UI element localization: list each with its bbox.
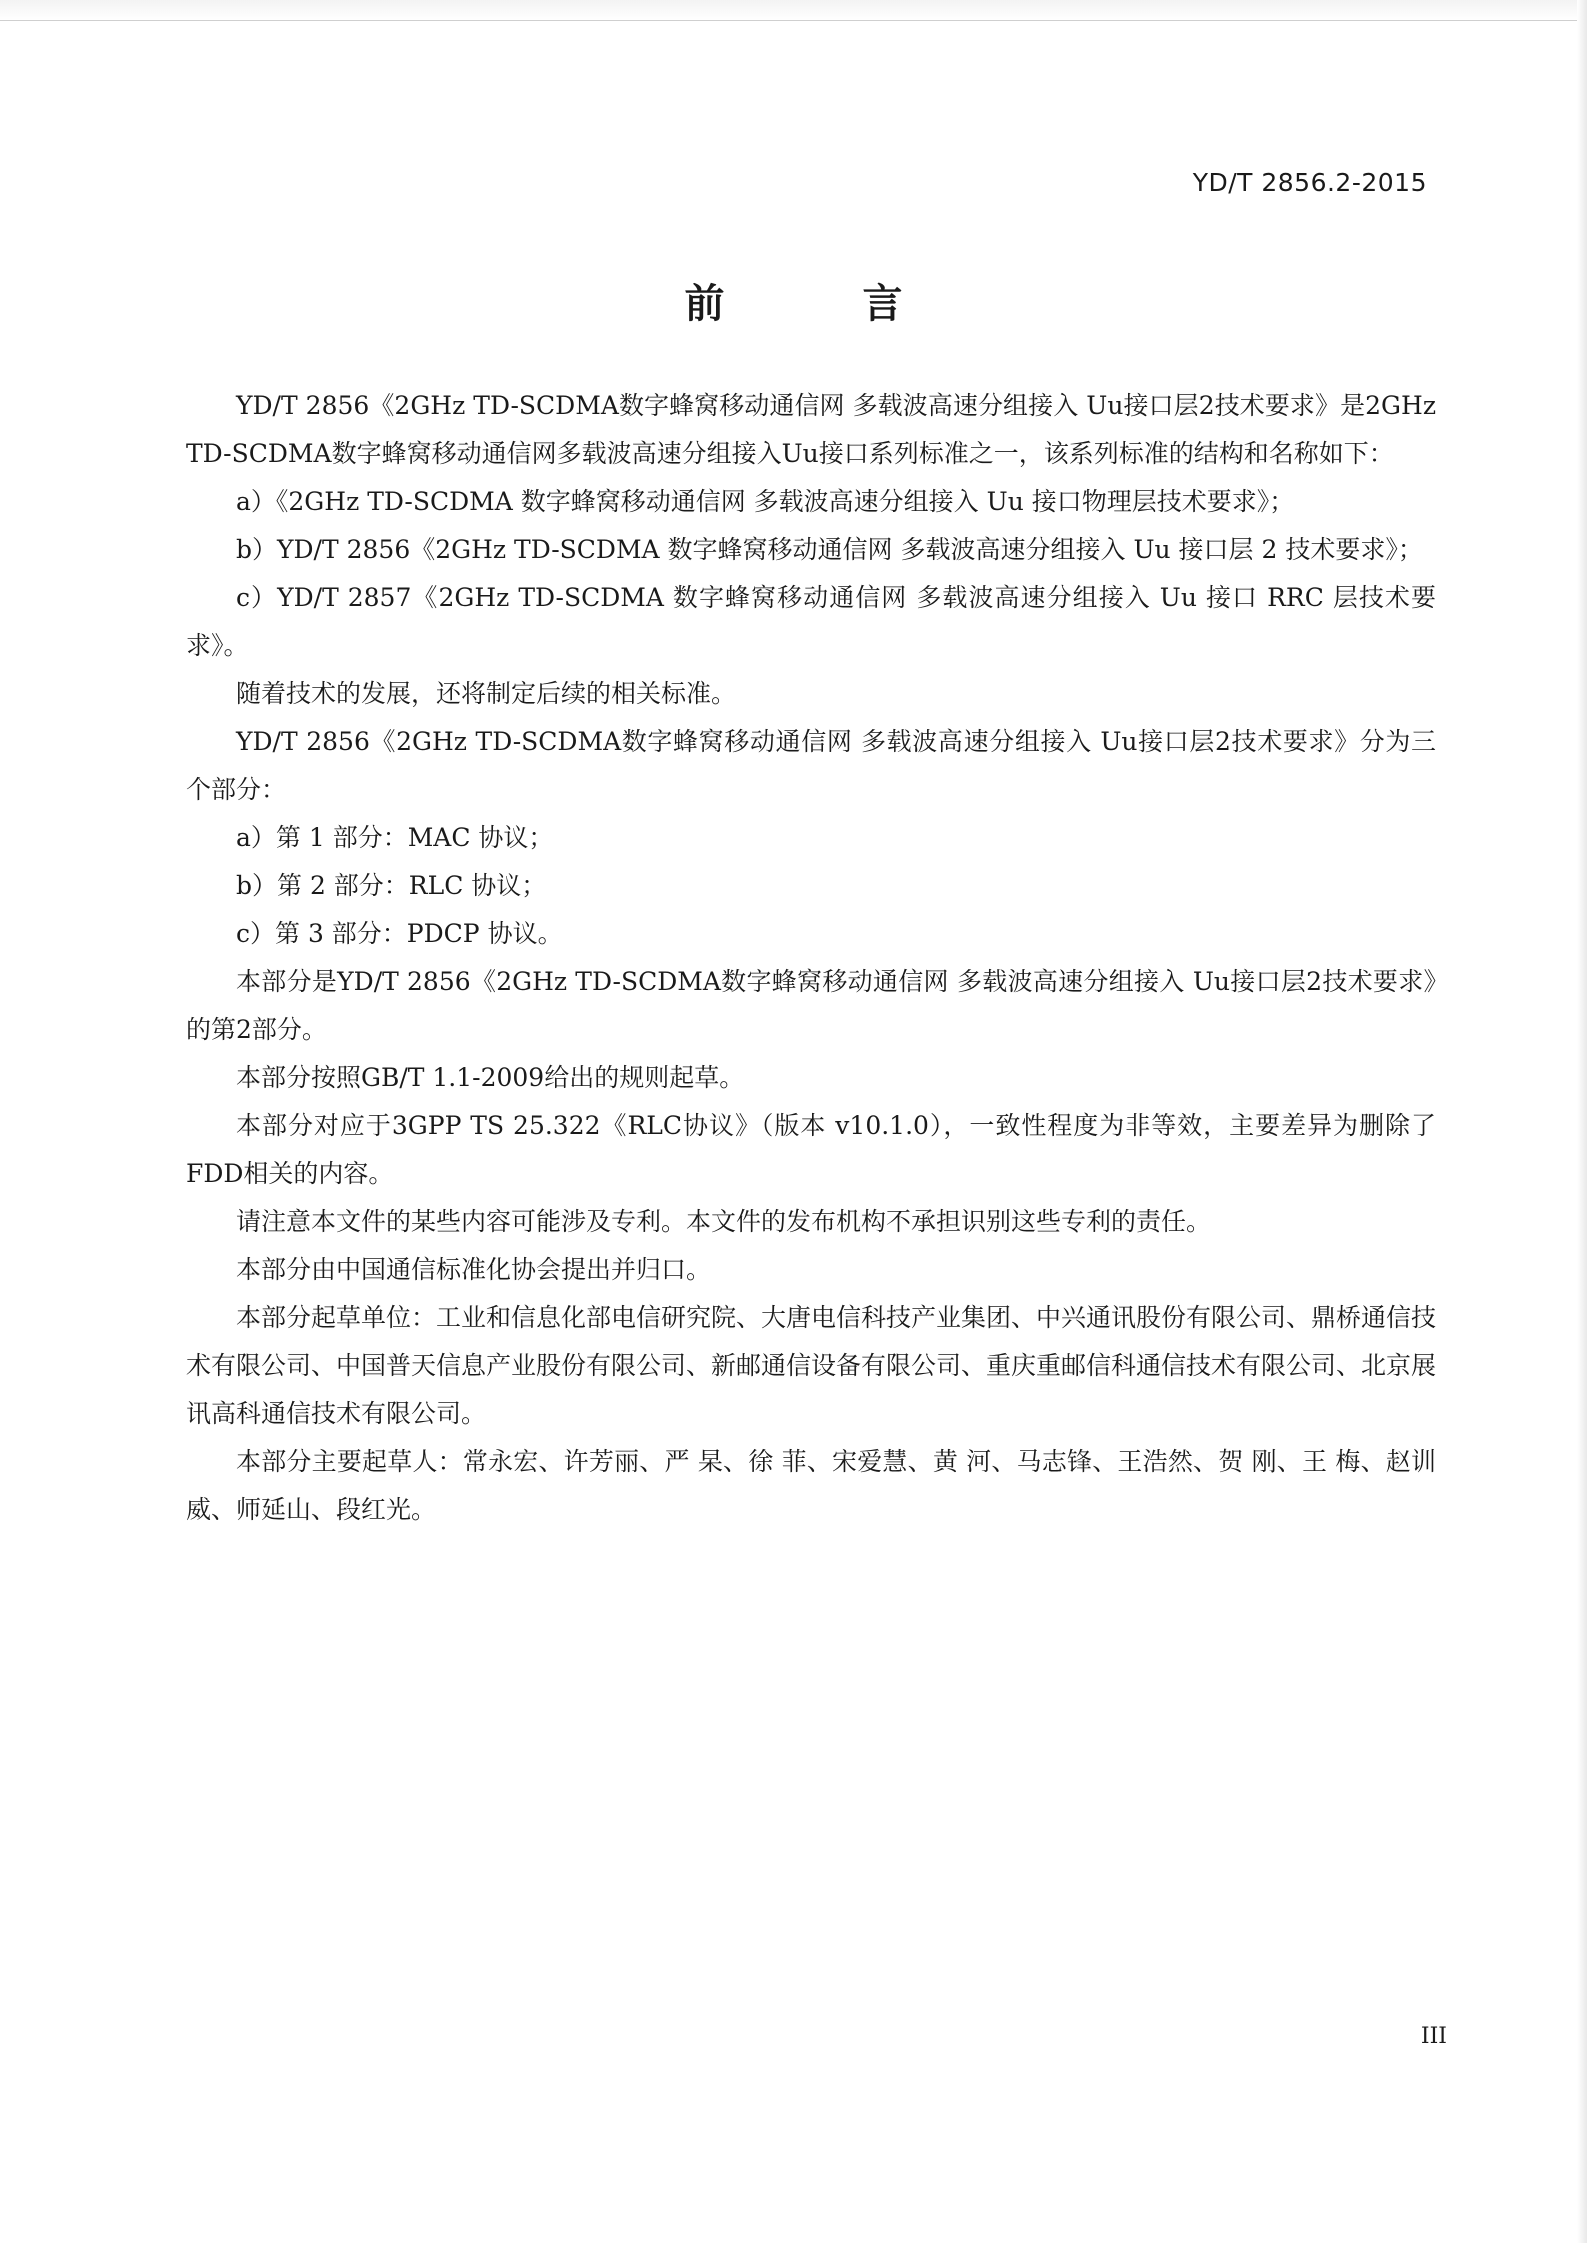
paragraph-list-item-c: c）YD/T 2857《2GHz TD-SCDMA 数字蜂窝移动通信网 多载波高速分组接入 Uu 接口 RRC 层技术要求》。	[186, 583, 1436, 660]
paragraph-this-part: 本部分是YD/T 2856《2GHz TD-SCDMA数字蜂窝移动通信网 多载波高速分组接入 Uu接口层2技术要求》的第2部分。	[186, 967, 1436, 1044]
paragraph-drafting-units: 本部分起草单位：工业和信息化部电信研究院、大唐电信科技产业集团、中兴通讯股份有限公司、鼎桥通信技术有限公司、中国普天信息产业股份有限公司、新邮通信设备有限公司、重庆重邮信科通信技术有限公司、北京展讯高科通信技术有限公司。	[186, 1303, 1437, 1428]
paragraph-drafters: 本部分主要起草人：常永宏、许芳丽、严 杲、徐 菲、宋爱慧、黄 河、马志锋、王浩然、贺 刚、王 梅、赵训威、师延山、段红光。	[186, 1447, 1436, 1524]
paragraph-drafting-rules: 本部分按照GB/T 1.1-2009给出的规则起草。	[236, 1063, 745, 1092]
paragraph-part-2: b）第 2 部分：RLC 协议；	[236, 871, 547, 900]
paragraph-proposer: 本部分由中国通信标准化协会提出并归口。	[236, 1255, 712, 1284]
paragraph-parts-intro: YD/T 2856《2GHz TD-SCDMA数字蜂窝移动通信网 多载波高速分组接入 Uu接口层2技术要求》分为三个部分：	[186, 727, 1436, 804]
paragraph-correspondence: 本部分对应于3GPP TS 25.322《RLC协议》（版本 v10.1.0），一致性程度为非等效，主要差异为删除了FDD相关的内容。	[186, 1111, 1436, 1188]
foreword-body	[186, 382, 1436, 1534]
paragraph-part-3: c）第 3 部分：PDCP 协议。	[236, 919, 563, 948]
page-title: 前 言	[684, 281, 965, 327]
paragraph-series-intro: YD/T 2856《2GHz TD-SCDMA数字蜂窝移动通信网 多载波高速分组接入 Uu接口层2技术要求》是2GHz TD-SCDMA数字蜂窝移动通信网多载波高速分组接入Uu接口系列标准之一，该系列标准的结构和名称如下：	[186, 391, 1436, 468]
scan-edge-top	[0, 0, 1587, 21]
scan-edge-right	[1577, 0, 1587, 2243]
paragraph-part-1: a）第 1 部分：MAC 协议；	[236, 823, 554, 852]
page-number: III	[1420, 2024, 1447, 2049]
paragraph-patent-notice: 请注意本文件的某些内容可能涉及专利。本文件的发布机构不承担识别这些专利的责任。	[236, 1207, 1212, 1236]
paragraph-list-item-b: b）YD/T 2856《2GHz TD-SCDMA 数字蜂窝移动通信网 多载波高速分组接入 Uu 接口层 2 技术要求》；	[236, 535, 1423, 564]
document-number: YD/T 2856.2-2015	[1192, 168, 1427, 197]
paragraph-list-item-a: a）《2GHz TD-SCDMA 数字蜂窝移动通信网 多载波高速分组接入 Uu 接口物理层技术要求》；	[236, 487, 1295, 516]
paragraph-future-standards: 随着技术的发展，还将制定后续的相关标准。	[236, 679, 737, 708]
